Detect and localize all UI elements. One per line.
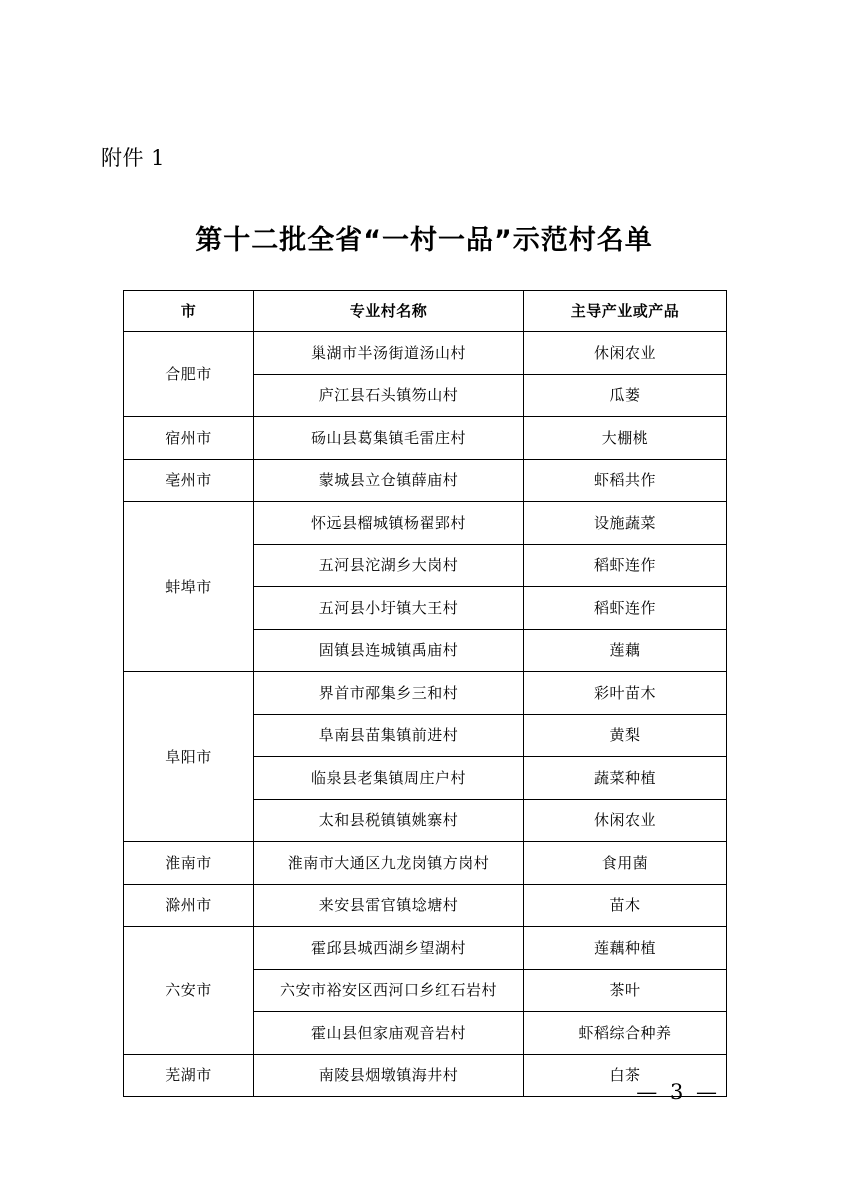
table-header xyxy=(124,291,727,332)
cell-village: 临泉县老集镇周庄户村 xyxy=(254,757,524,800)
cell-village: 巢湖市半汤街道汤山村 xyxy=(254,332,524,375)
cell-village: 蒙城县立仓镇薛庙村 xyxy=(254,459,524,502)
table-row xyxy=(124,332,727,375)
column-header-village: 专业村名称 xyxy=(254,291,524,332)
cell-village: 固镇县连城镇禹庙村 xyxy=(254,629,524,672)
cell-village: 六安市裕安区西河口乡红石岩村 xyxy=(254,969,524,1012)
cell-village: 太和县税镇镇姚寨村 xyxy=(254,799,524,842)
cell-industry: 莲藕种植 xyxy=(524,927,727,970)
table-row xyxy=(124,842,727,885)
cell-industry: 休闲农业 xyxy=(524,332,727,375)
cell-village: 砀山县葛集镇毛雷庄村 xyxy=(254,417,524,460)
cell-industry: 蔬菜种植 xyxy=(524,757,727,800)
cell-village: 阜南县苗集镇前进村 xyxy=(254,714,524,757)
column-header-industry: 主导产业或产品 xyxy=(524,291,727,332)
cell-city: 阜阳市 xyxy=(124,672,254,842)
cell-city: 宿州市 xyxy=(124,417,254,460)
cell-city: 合肥市 xyxy=(124,332,254,417)
cell-industry: 彩叶苗木 xyxy=(524,672,727,715)
cell-village: 来安县雷官镇埝塘村 xyxy=(254,884,524,927)
table-row xyxy=(124,417,727,460)
table-row xyxy=(124,672,727,715)
table-body xyxy=(124,332,727,1097)
page-number: — 3 — xyxy=(636,1080,720,1104)
cell-city: 滁州市 xyxy=(124,884,254,927)
cell-industry: 莲藕 xyxy=(524,629,727,672)
cell-village: 霍山县但家庙观音岩村 xyxy=(254,1012,524,1055)
cell-industry: 虾稻综合种养 xyxy=(524,1012,727,1055)
column-header-city: 市 xyxy=(124,291,254,332)
table-row xyxy=(124,927,727,970)
cell-village: 南陵县烟墩镇海井村 xyxy=(254,1054,524,1097)
attachment-label: 附件 1 xyxy=(101,146,166,170)
table-row xyxy=(124,884,727,927)
cell-industry: 黄梨 xyxy=(524,714,727,757)
cell-city: 六安市 xyxy=(124,927,254,1055)
cell-industry: 休闲农业 xyxy=(524,799,727,842)
cell-industry: 白茶 xyxy=(524,1054,727,1097)
cell-village: 霍邱县城西湖乡望湖村 xyxy=(254,927,524,970)
page-title: 第十二批全省“一村一品”示范村名单 xyxy=(195,225,653,256)
table-row xyxy=(124,502,727,545)
cell-industry: 茶叶 xyxy=(524,969,727,1012)
cell-industry: 大棚桃 xyxy=(524,417,727,460)
cell-village: 庐江县石头镇笏山村 xyxy=(254,374,524,417)
table-row xyxy=(124,459,727,502)
cell-industry: 苗木 xyxy=(524,884,727,927)
cell-village: 五河县沱湖乡大岗村 xyxy=(254,544,524,587)
cell-industry: 食用菌 xyxy=(524,842,727,885)
cell-industry: 设施蔬菜 xyxy=(524,502,727,545)
cell-village: 淮南市大通区九龙岗镇方岗村 xyxy=(254,842,524,885)
cell-industry: 虾稻共作 xyxy=(524,459,727,502)
table-header-row xyxy=(124,291,727,332)
cell-industry: 稻虾连作 xyxy=(524,544,727,587)
cell-city: 亳州市 xyxy=(124,459,254,502)
cell-industry: 稻虾连作 xyxy=(524,587,727,630)
cell-village: 五河县小圩镇大王村 xyxy=(254,587,524,630)
cell-village: 怀远县榴城镇杨翟郢村 xyxy=(254,502,524,545)
cell-city: 淮南市 xyxy=(124,842,254,885)
cell-industry: 瓜蒌 xyxy=(524,374,727,417)
cell-village: 界首市邴集乡三和村 xyxy=(254,672,524,715)
cell-city: 蚌埠市 xyxy=(124,502,254,672)
village-list-table xyxy=(123,290,727,1097)
cell-city: 芜湖市 xyxy=(124,1054,254,1097)
